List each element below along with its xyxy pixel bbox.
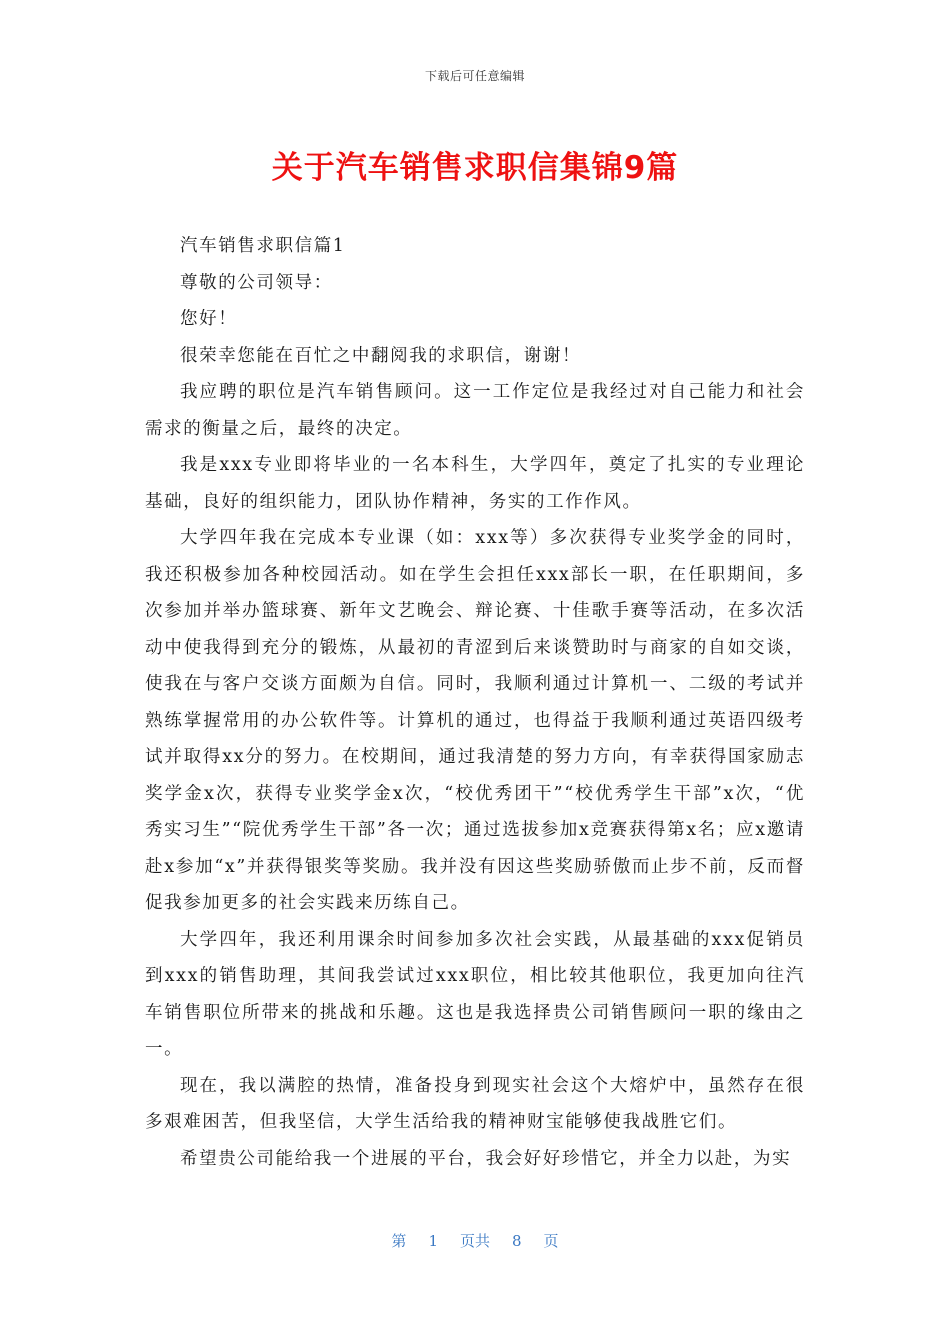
body-paragraph: 很荣幸您能在百忙之中翻阅我的求职信，谢谢！ <box>180 345 582 366</box>
current-page-number: 1 <box>428 1232 438 1250</box>
document-body <box>145 228 805 1177</box>
header-note: 下载后可任意编辑 <box>424 69 525 83</box>
greeting: 您好！ <box>180 309 238 329</box>
body-paragraph: 现在，我以满腔的热情，准备投身到现实社会这个大熔炉中，虽然存在很多艰难困苦，但我坚信，大学生活给我的精神财宝能够使我战胜它们。 <box>145 1075 805 1132</box>
body-paragraph: 大学四年，我还利用课余时间参加多次社会实践，从最基础的xxx促销员到xxx的销售助理，其间我尝试过xxx职位，相比较其他职位，我更加向往汽车销售职位所带来的挑战和乐趣。这也是我选择贵公司销售顾问一职的缘由之一。 <box>145 929 805 1059</box>
section-heading: 汽车销售求职信篇1 <box>180 236 346 256</box>
total-pages-number: 8 <box>512 1232 522 1250</box>
page-label-prefix: 第 <box>391 1232 407 1250</box>
document-title: 关于汽车销售求职信集锦9篇 <box>271 150 679 186</box>
page-label-middle: 页共 <box>459 1232 490 1250</box>
body-paragraph: 大学四年我在完成本专业课（如：xxx等）多次获得专业奖学金的同时，我还积极参加各种校园活动。如在学生会担任xxx部长一职，在任职期间，多次参加并举办篮球赛、新年文艺晚会、辩论赛、十佳歌手赛等活动，在多次活动中使我得到充分的锻炼，从最初的青涩到后来谈赞助时与商家的自如交谈，使我在与客户交谈方面颇为自信。同时，我顺利通过计算机一、二级的考试并熟练掌握常用的办公软件等。计算机的通过，也得益于我顺利通过英语四级考试并取得xx分的努力。在校期间，通过我清楚的努力方向，有幸获得国家励志奖学金x次，获得专业奖学金x次，“校优秀团干”“校优秀学生干部”x次，“优秀实习生”“院优秀学生干部”各一次；通过选拔参加x竞赛获得第x名；应x邀请赴x参加“x”并获得银奖等奖励。我并没有因这些奖励骄傲而止步不前，反而督促我参加更多的社会实践来历练自己。 <box>145 528 805 913</box>
page-footer <box>0 1230 950 1251</box>
body-paragraph: 我是xxx专业即将毕业的一名本科生，大学四年，奠定了扎实的专业理论基础，良好的组织能力，团队协作精神，务实的工作作风。 <box>145 455 805 512</box>
page-label-suffix: 页 <box>543 1232 559 1250</box>
salutation: 尊敬的公司领导： <box>180 272 333 293</box>
body-paragraph: 希望贵公司能给我一个进展的平台，我会好好珍惜它，并全力以赴，为实 <box>180 1148 792 1169</box>
body-paragraph: 我应聘的职位是汽车销售顾问。这一工作定位是我经过对自己能力和社会需求的衡量之后，最终的决定。 <box>145 382 805 439</box>
